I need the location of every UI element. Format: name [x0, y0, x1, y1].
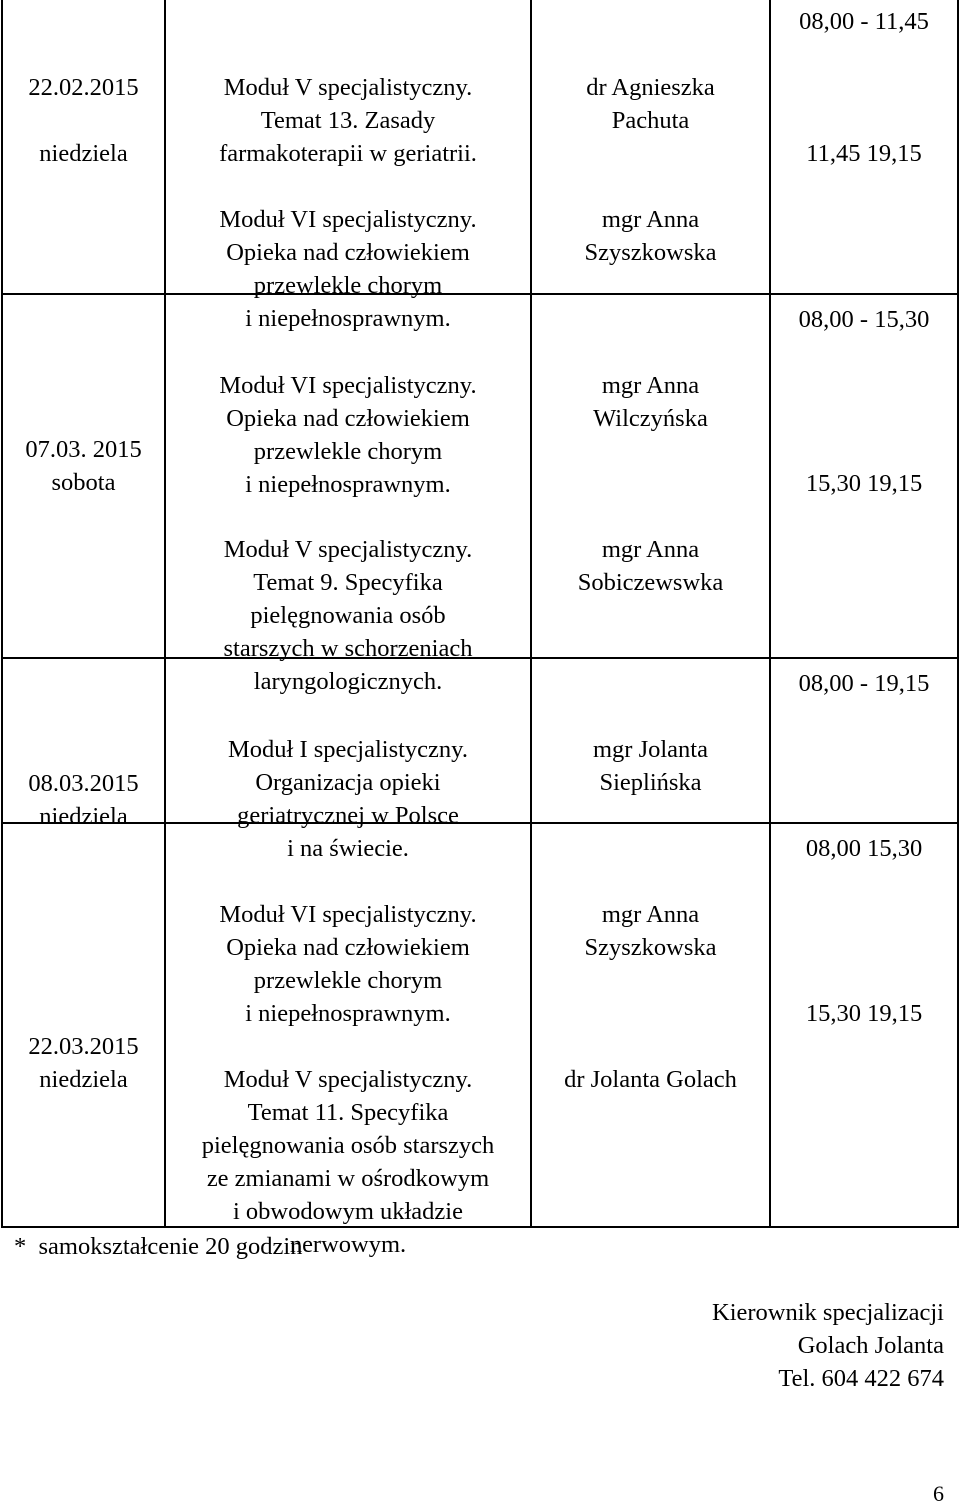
topic-cell: Moduł VI specjalistyczny. Opieka nad człowiekiem przewlekle chorym i niepełnosprawnym. — [219, 206, 477, 332]
date-cell: 07.03. 2015 sobota — [25, 436, 142, 496]
lecturer-cell: dr Agnieszka Pachuta — [586, 74, 715, 134]
time-cell: 15,30 19,15 — [805, 1000, 923, 1027]
topic-cell: Moduł V specjalistyczny. Temat 11. Specyfika pielęgnowania osób starszych ze zmianami w ośrodkowym i obwodowym układzie nerwowym. — [201, 1066, 495, 1258]
topic-cell: Moduł VI specjalistyczny. Opieka nad człowiekiem przewlekle chorym i niepełnosprawnym. — [219, 901, 477, 1027]
time-cell: 08,00 15,30 — [805, 835, 923, 862]
topic-cell: Moduł I specjalistyczny. Organizacja opieki geriatrycznej w Polsce i na świecie. — [228, 736, 468, 862]
time-cell: 11,45 19,15 — [806, 140, 922, 167]
time-cell: 08,00 - 19,15 — [798, 670, 930, 697]
signature-block: Kierownik specjalizacji Golach Jolanta Tel. 604 422 674 — [712, 1299, 944, 1392]
lecturer-cell: mgr Anna Szyszkowska — [584, 206, 717, 266]
time-cell: 15,30 19,15 — [805, 470, 923, 497]
date-cell: 22.02.2015 niedziela — [28, 74, 139, 167]
lecturer-cell: mgr Anna Sobiczewswka — [577, 536, 724, 596]
date-cell: 22.03.2015 niedziela — [28, 1033, 139, 1093]
lecturer-cell: mgr Anna Szyszkowska — [584, 901, 717, 961]
topic-cell: Moduł V specjalistyczny. Temat 9. Specyfika pielęgnowania osób starszych w schorzeniach laryngologicznych. — [223, 536, 473, 695]
time-cell: 08,00 - 11,45 — [799, 8, 929, 35]
topic-cell: Moduł VI specjalistyczny. Opieka nad człowiekiem przewlekle chorym i niepełnosprawnym. — [219, 372, 477, 498]
table-border-right — [957, 0, 959, 1228]
self-study-note: * samokształcenie 20 godzin — [14, 1233, 303, 1260]
topic-cell: Moduł V specjalistyczny. Temat 13. Zasady farmakoterapii w geriatrii. — [219, 74, 477, 167]
lecturer-cell: dr Jolanta Golach — [564, 1066, 737, 1093]
date-cell: 08.03.2015 niedziela — [28, 770, 139, 830]
lecturer-cell: mgr Jolanta Sieplińska — [593, 736, 708, 796]
page-number: 6 — [933, 1481, 944, 1506]
table-border-col3 — [769, 0, 771, 1228]
lecturer-cell: mgr Anna Wilczyńska — [593, 372, 708, 432]
time-cell: 08,00 - 15,30 — [798, 306, 930, 333]
